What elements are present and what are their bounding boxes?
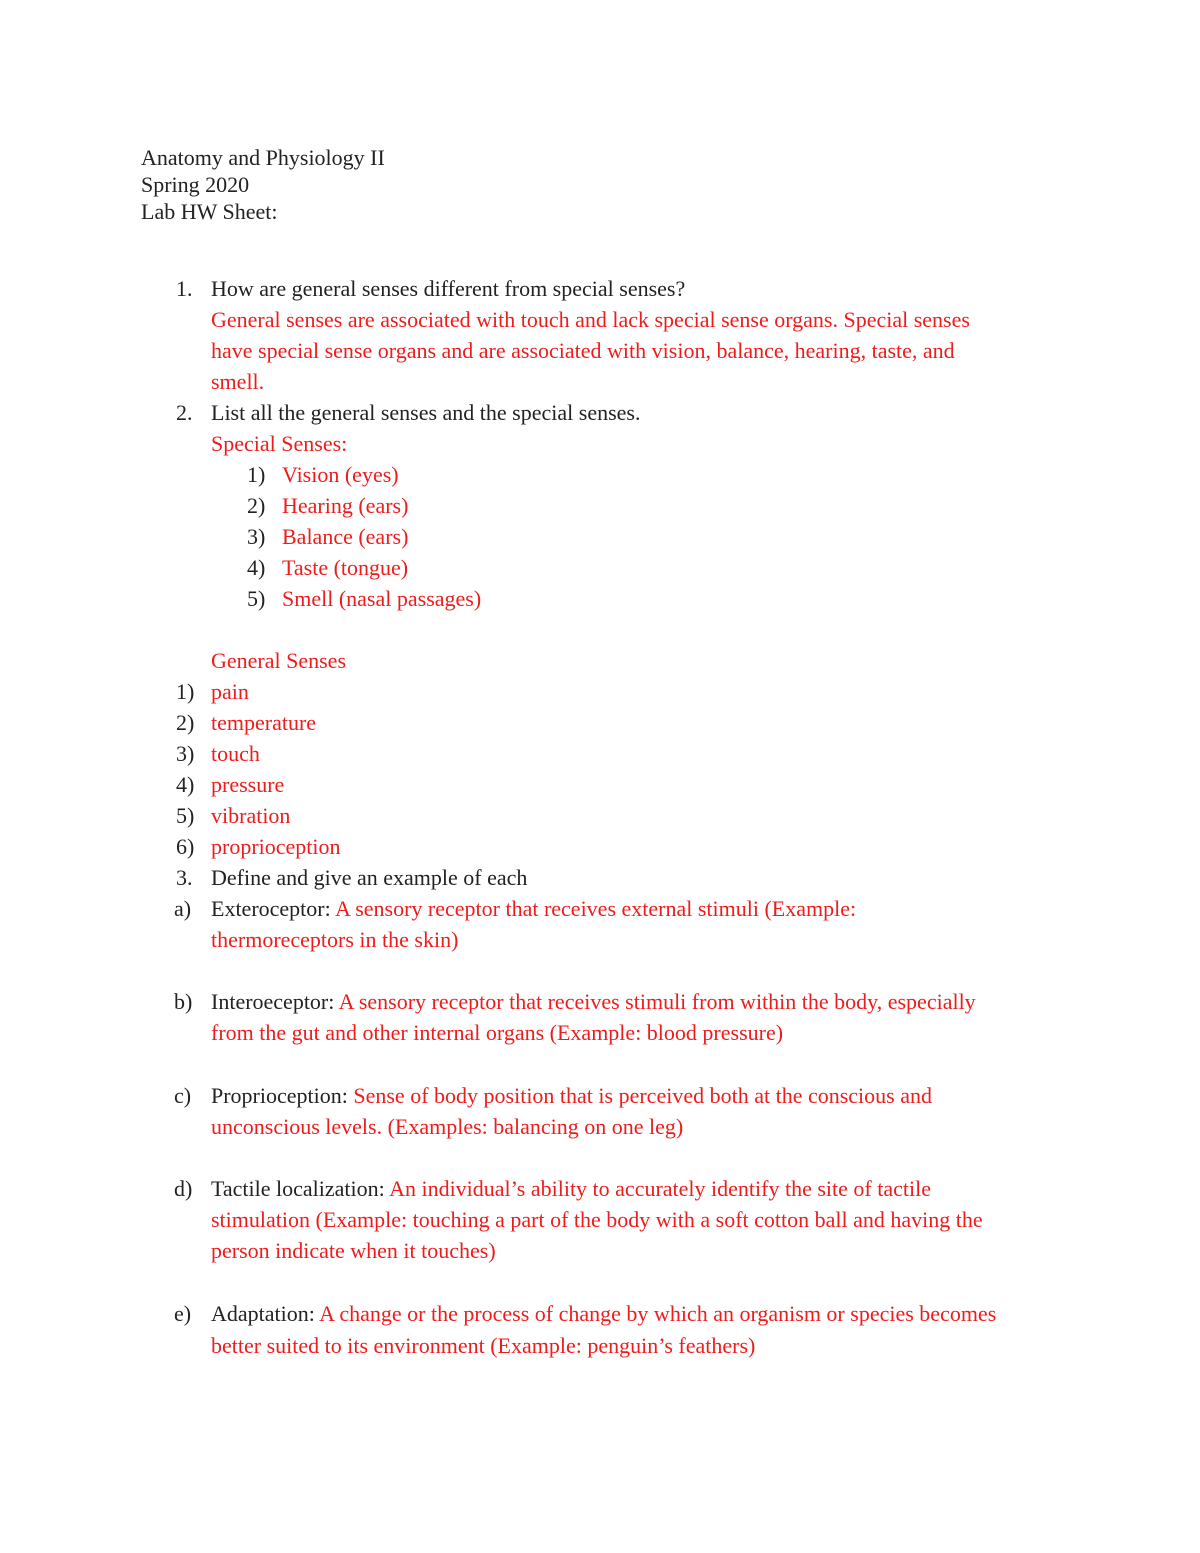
list-item bbox=[0, 831, 1200, 862]
list-text: touch bbox=[211, 741, 260, 766]
term-label: Adaptation: bbox=[211, 1301, 320, 1326]
question-number: 3. bbox=[176, 865, 193, 890]
question-text: How are general senses different from special senses? bbox=[211, 276, 686, 301]
sheet-title: Lab HW Sheet: bbox=[141, 199, 278, 224]
list-number: 3) bbox=[176, 741, 195, 766]
answer-line bbox=[0, 335, 1200, 366]
term-label: Exteroceptor: bbox=[211, 896, 336, 921]
list-number: 4) bbox=[176, 772, 195, 797]
definition-item bbox=[0, 1080, 1200, 1111]
definition-continuation bbox=[0, 924, 1200, 955]
definition-text: unconscious levels. (Examples: balancing on one leg) bbox=[211, 1114, 684, 1139]
list-item bbox=[0, 769, 1200, 800]
list-number: 3) bbox=[247, 524, 266, 549]
question-1 bbox=[0, 273, 1200, 304]
heading-text: Special Senses: bbox=[211, 431, 348, 456]
answer-text: have special sense organs and are associated with vision, balance, hearing, taste, and bbox=[211, 338, 955, 363]
header-sheet-line bbox=[0, 196, 1200, 227]
question-number: 2. bbox=[176, 400, 193, 425]
list-text: vibration bbox=[211, 803, 291, 828]
list-item bbox=[0, 800, 1200, 831]
definition-continuation bbox=[0, 1235, 1200, 1266]
list-text: Balance (ears) bbox=[282, 524, 409, 549]
definition-text: stimulation (Example: touching a part of the body with a soft cotton ball and having the bbox=[211, 1207, 983, 1232]
item-letter: c) bbox=[174, 1083, 192, 1108]
list-text: Hearing (ears) bbox=[282, 493, 409, 518]
list-number: 2) bbox=[176, 710, 195, 735]
item-letter: e) bbox=[174, 1301, 192, 1326]
list-item bbox=[0, 552, 1200, 583]
answer-text: smell. bbox=[211, 369, 265, 394]
list-number: 4) bbox=[247, 555, 266, 580]
definition-text: Sense of body position that is perceived both at the conscious and bbox=[353, 1083, 932, 1108]
list-number: 5) bbox=[247, 586, 266, 611]
list-text: pressure bbox=[211, 772, 285, 797]
course-title: Anatomy and Physiology II bbox=[141, 145, 385, 170]
term: Spring 2020 bbox=[141, 172, 250, 197]
question-2 bbox=[0, 397, 1200, 428]
list-item bbox=[0, 676, 1200, 707]
definition-text: A sensory receptor that receives stimuli from within the body, especially bbox=[338, 989, 976, 1014]
definition-item bbox=[0, 986, 1200, 1017]
special-senses-heading bbox=[0, 428, 1200, 459]
list-number: 2) bbox=[247, 493, 266, 518]
answer-line bbox=[0, 366, 1200, 397]
question-text: Define and give an example of each bbox=[211, 865, 528, 890]
item-letter: b) bbox=[174, 989, 193, 1014]
term-label: Tactile localization: bbox=[211, 1176, 390, 1201]
definition-item bbox=[0, 893, 1200, 924]
heading-text: General Senses bbox=[211, 648, 347, 673]
list-text: Taste (tongue) bbox=[282, 555, 409, 580]
list-text: temperature bbox=[211, 710, 317, 735]
definition-text: An individual’s ability to accurately identify the site of tactile bbox=[389, 1176, 931, 1201]
definition-text: person indicate when it touches) bbox=[211, 1238, 496, 1263]
definition-continuation bbox=[0, 1111, 1200, 1142]
list-item bbox=[0, 583, 1200, 614]
definition-text: A change or the process of change by which an organism or species becomes bbox=[319, 1301, 997, 1326]
definition-item bbox=[0, 1298, 1200, 1329]
list-text: proprioception bbox=[211, 834, 341, 859]
definition-text: from the gut and other internal organs (Example: blood pressure) bbox=[211, 1020, 784, 1045]
list-number: 1) bbox=[247, 462, 266, 487]
list-item bbox=[0, 738, 1200, 769]
list-item bbox=[0, 490, 1200, 521]
definition-continuation bbox=[0, 1204, 1200, 1235]
question-3 bbox=[0, 862, 1200, 893]
list-text: Smell (nasal passages) bbox=[282, 586, 482, 611]
general-senses-heading bbox=[0, 645, 1200, 676]
answer-text: General senses are associated with touch and lack special sense organs. Special senses bbox=[211, 307, 970, 332]
definition-continuation bbox=[0, 1017, 1200, 1048]
definition-text: A sensory receptor that receives external stimuli (Example: bbox=[335, 896, 857, 921]
list-number: 1) bbox=[176, 679, 195, 704]
item-letter: a) bbox=[174, 896, 192, 921]
question-text: List all the general senses and the special senses. bbox=[211, 400, 641, 425]
answer-line bbox=[0, 304, 1200, 335]
list-number: 6) bbox=[176, 834, 195, 859]
list-number: 5) bbox=[176, 803, 195, 828]
definition-continuation bbox=[0, 1330, 1200, 1361]
list-item bbox=[0, 707, 1200, 738]
question-number: 1. bbox=[176, 276, 193, 301]
definition-item bbox=[0, 1173, 1200, 1204]
list-item bbox=[0, 459, 1200, 490]
definition-text: thermoreceptors in the skin) bbox=[211, 927, 459, 952]
definition-text: better suited to its environment (Example: penguin’s feathers) bbox=[211, 1333, 756, 1358]
term-label: Proprioception: bbox=[211, 1083, 354, 1108]
term-label: Interoeceptor: bbox=[211, 989, 339, 1014]
item-letter: d) bbox=[174, 1176, 193, 1201]
list-item bbox=[0, 521, 1200, 552]
list-text: pain bbox=[211, 679, 249, 704]
list-text: Vision (eyes) bbox=[282, 462, 399, 487]
